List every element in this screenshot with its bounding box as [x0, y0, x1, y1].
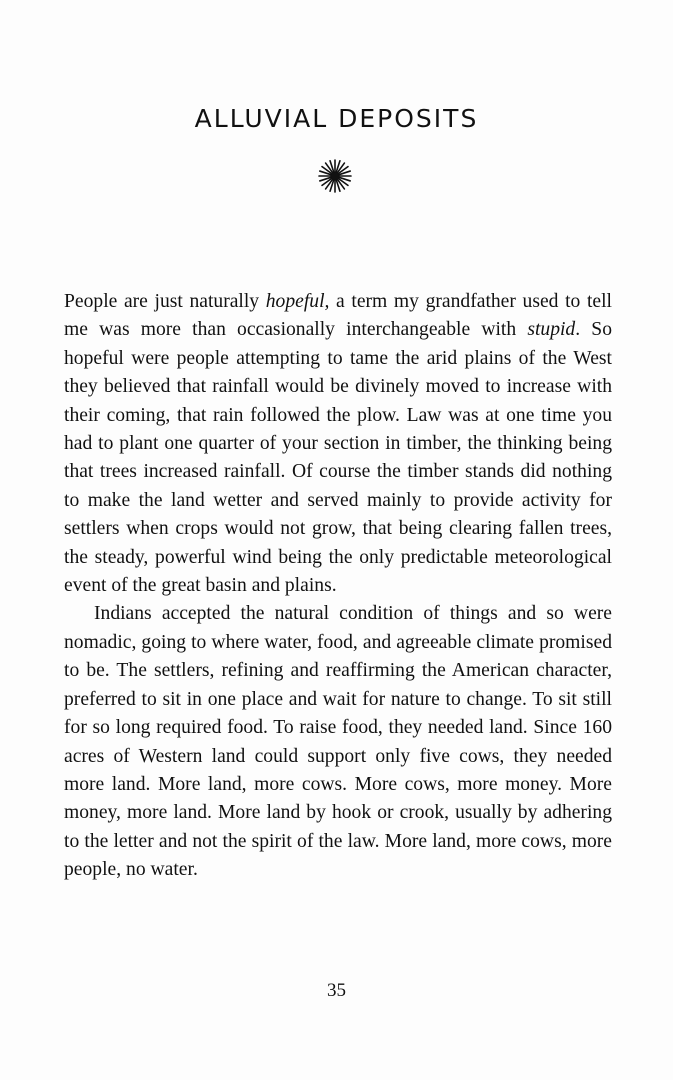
text-segment: a term my grandfather used to tell me was more than occasionally interchangeable with: [64, 291, 612, 341]
text-segment: Indians accepted the natural condition of things and so were nomadic, going to where water, food, and agreeable climate promised to be. The settlers, refining and reaffirming the American character, preferred to sit in one place and wait for nature to change. To sit still for so long required food. To raise food, they needed land. Since 160 acres of Western land could support only five cows, they needed more land. More land, more cows. More cows, more money. More money, more land. More land by hook or crook, usually by adhering to the letter and not the spirit of the law. More land, more cows, more people, no water.: [64, 603, 612, 881]
paragraph-2: [64, 600, 612, 884]
italic-word-stupid: stupid: [527, 319, 576, 341]
italic-word-hopeful: hopeful,: [265, 291, 330, 312]
paragraph-1: [64, 288, 612, 600]
text-segment: People are just naturally: [64, 291, 266, 312]
page-number: 35: [327, 980, 346, 1001]
chapter-title: ALLUVIAL DEPOSITS: [194, 104, 479, 133]
body-text: [64, 288, 612, 885]
starburst-ornament-icon: [317, 158, 353, 194]
text-segment: . So hopeful were people attempting to tame the arid plains of the West they believed that rainfall would be divinely moved to increase with their coming, that rain followed the plow. Law was at one time you had to plant one quarter of your section in timber, the thinking being that trees increased rainfall. Of course the timber stands did nothing to make the land wetter and served mainly to provide activity for settlers when crops would not grow, that being clearing fallen trees, the steady, powerful wind being the only predictable meteorological event of the great basin and plains.: [64, 319, 612, 597]
